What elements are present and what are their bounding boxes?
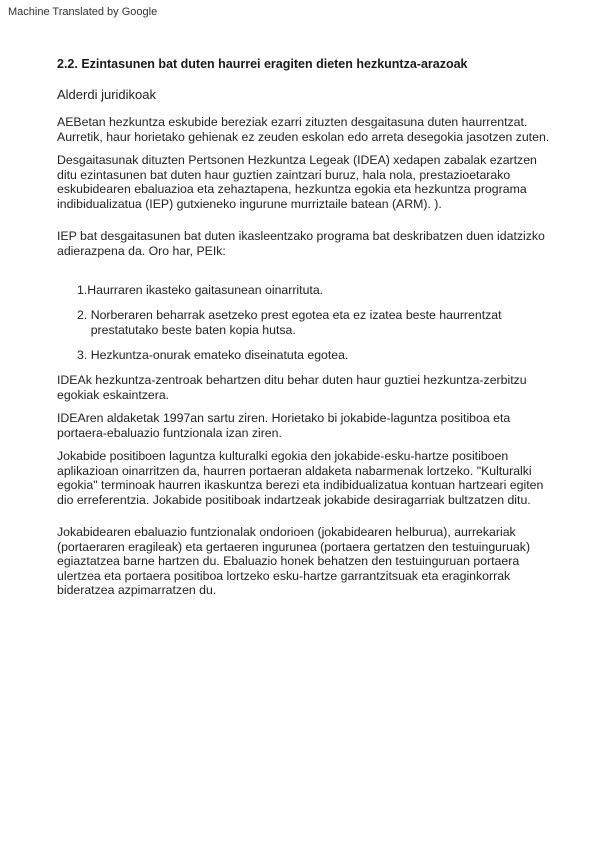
paragraph-idea-law: Desgaitasunak dituzten Pertsonen Hezkuntza Legeak (IDEA) xedapen zabalak ezartzen ditu ezintasunen bat duten haur guztien zaintzari buruz, hala nola, prestazioetarako eskubidearen ebaluazioa eta zehaztapena, hezkuntza egokia eta hezkuntza programa indibidualizatua (IEP) gutxieneko ingurune murriztaile batean (ARM). ). xyxy=(57,153,537,211)
list-item-text: Hezkuntza-onurak emateko diseinatuta egotea. xyxy=(90,348,349,362)
document-body xyxy=(57,57,552,607)
paragraph-idea-obligations: IDEAk hezkuntza-zentroak behartzen ditu behar duten haur guztiei hezkuntza-zerbitzu egokiak eskaintzera. xyxy=(57,373,527,402)
paragraph-positive-behavior-support: Jokabide positiboen laguntza kulturalki egokia den jokabide-esku-hartze positiboen aplikazioan oinarritzen da, haurren portaeran aldaketa nabarmenak lortzeko. "Kulturalki egokia" terminoak haurren ikaskuntza berezi eta indibidualizatua kontuan hartzeari egiten dio erreferentzia. Jokabide positiboak indartzeak jokabide desiragarriak bultzatzen ditu. xyxy=(57,449,544,507)
list-item-number: 3. xyxy=(77,348,91,362)
machine-translation-notice: Machine Translated by Google xyxy=(8,6,158,18)
section-subheading: Alderdi juridikoak xyxy=(57,87,156,102)
paragraph-us-education-rights: AEBetan hezkuntza eskubide bereziak ezarri zituzten desgaitasuna duten haurrentzat. Aurretik, haur horietako gehienak ez zeuden eskolan edo arreta desegokia jasotzen zuten. xyxy=(57,115,550,144)
list-item xyxy=(77,283,552,298)
paragraph-functional-behavior-assessment: Jokabidearen ebaluazio funtzionalak ondorioen (jokabidearen helburua), aurrekariak (portaeraren eragileak) eta gertaeren ingurunea (portaera gertatzen den testuinguruak) egiaztatzea barne hartzen du. Ebaluazio honek behatzen den testuinguruan portaera ulertzea eta portaera positiboa lortzeko esku-hartze garrantzitsuak eta eraginkorrak bideratzea azpimarratzen du. xyxy=(57,525,531,597)
list-item-text: Haurraren ikasteko gaitasunean oinarrituta. xyxy=(87,283,324,297)
list-item xyxy=(77,348,552,363)
iep-requirements-list xyxy=(57,283,552,363)
list-item-number: 1. xyxy=(77,283,88,297)
list-item-number: 2. xyxy=(77,308,91,322)
paragraph-idea-amendments: IDEAren aldaketak 1997an sartu ziren. Horietako bi jokabide-laguntza positiboa eta portaera-ebaluazio funtzionala izan ziren. xyxy=(57,411,511,440)
section-heading: 2.2. Ezintasunen bat duten haurrei eragiten dieten hezkuntza-arazoak xyxy=(57,57,468,71)
list-item xyxy=(77,308,552,338)
list-item-text: Norberaren beharrak asetzeko prest egotea eta ez izatea beste haurrentzat prestatutako beste baten kopia hutsa. xyxy=(90,308,502,337)
paragraph-iep-definition: IEP bat desgaitasunen bat duten ikasleentzako programa bat deskribatzen duen idatzizko adierazpena da. Oro har, PEIk: xyxy=(57,229,545,258)
